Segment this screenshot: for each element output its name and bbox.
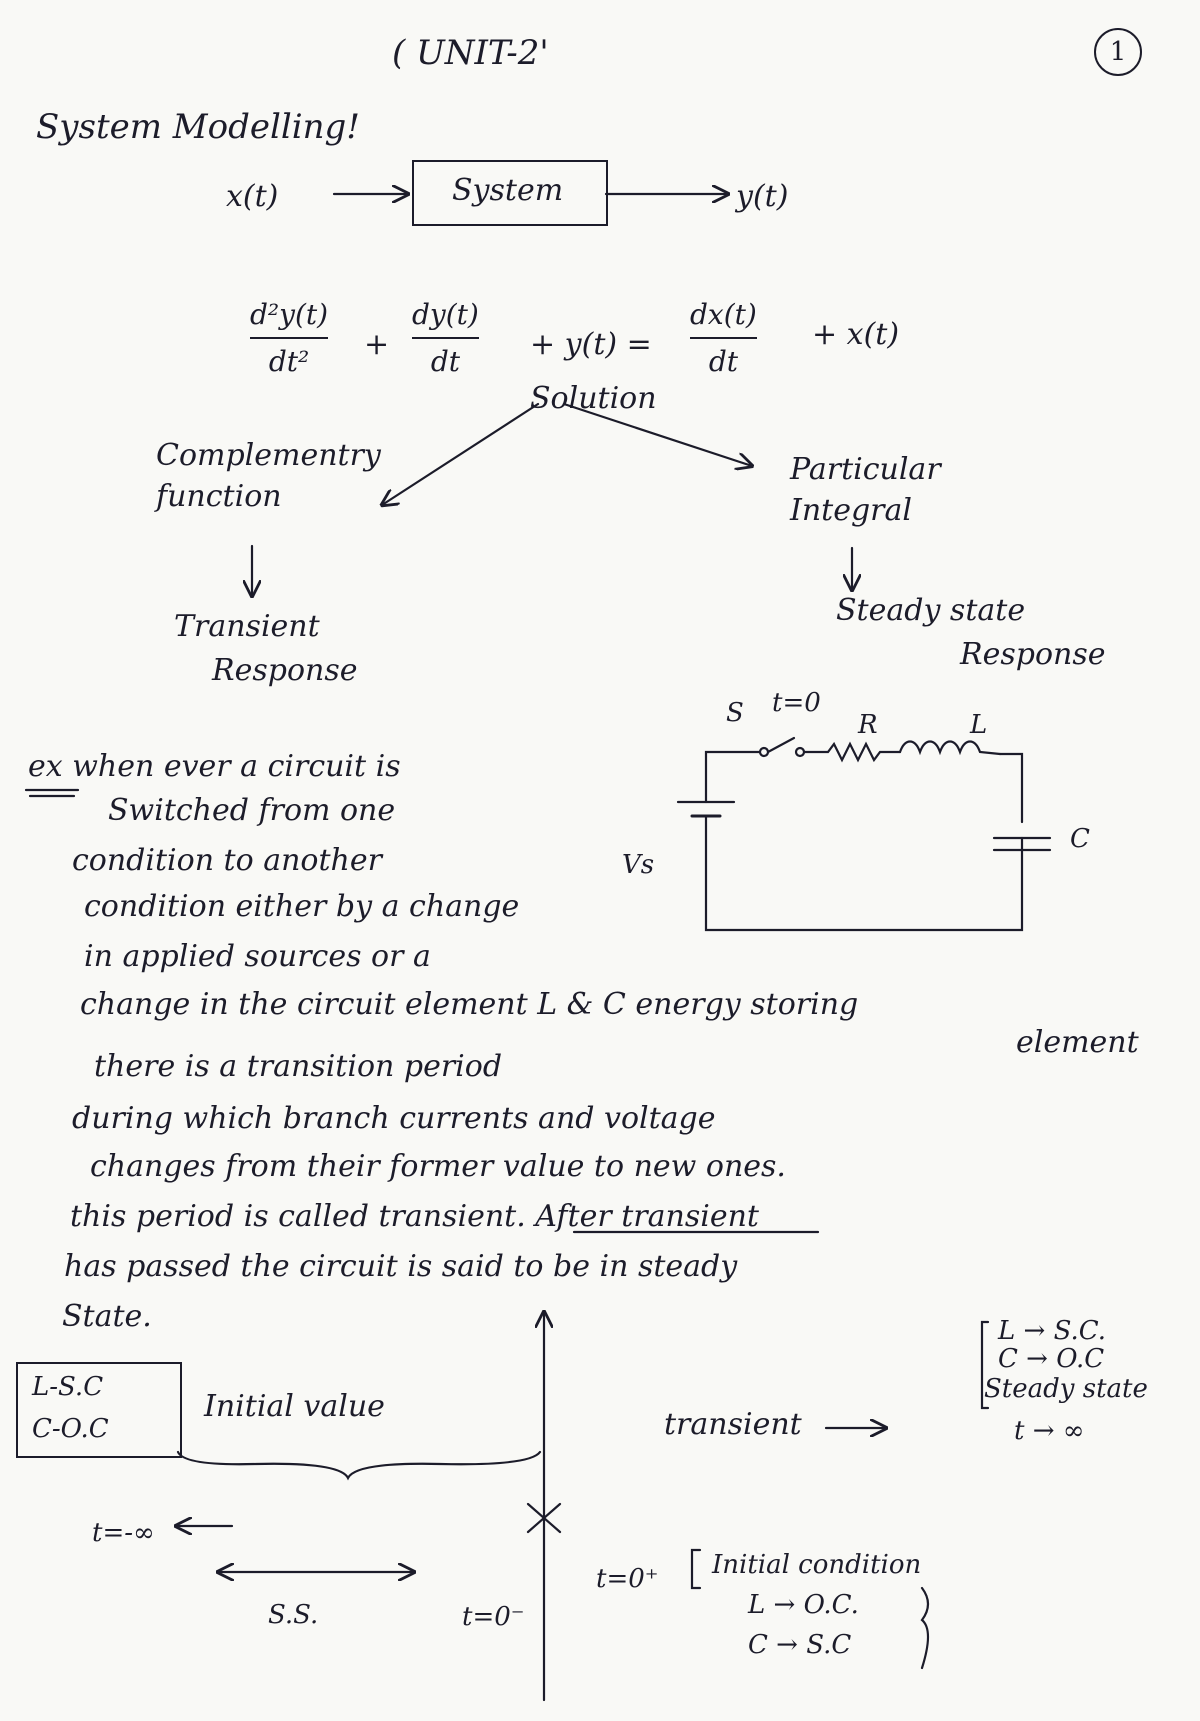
frac-denominator: dt²: [268, 345, 310, 378]
inductor-label: L: [970, 710, 988, 740]
paragraph-note: element: [1016, 1025, 1139, 1060]
frac-denominator: dt: [708, 345, 738, 378]
paragraph-line: State.: [62, 1299, 152, 1334]
rlc-circuit: [678, 738, 1050, 930]
page-number: 1: [1094, 28, 1142, 76]
paragraph-line: change in the circuit element L & C energy storing: [80, 987, 859, 1022]
paragraph-line: condition either by a change: [84, 889, 520, 924]
transient-axis-label: transient: [664, 1407, 802, 1442]
resistor-label: R: [858, 710, 878, 740]
section-heading: System Modelling!: [36, 107, 360, 147]
system-label: System: [452, 173, 564, 208]
initial-condition-title: Initial condition: [712, 1550, 922, 1580]
t-zero-plus: t=0⁺: [596, 1564, 659, 1594]
paragraph-line: ex when ever a circuit is: [28, 749, 401, 784]
page-title: ( UNIT-2': [392, 33, 549, 73]
boxed-note-line1: L-S.C: [32, 1372, 104, 1402]
transient-response-line1: Transient: [174, 609, 320, 644]
paragraph-line: in applied sources or a: [84, 939, 431, 974]
t-minus-infinity: t=-∞: [92, 1518, 155, 1548]
paragraph-line: changes from their former value to new ones.: [90, 1149, 786, 1184]
plus-sign: +: [364, 327, 390, 362]
initial-condition-inductor: L → O.C.: [748, 1590, 859, 1620]
t-zero-minus: t=0⁻: [462, 1602, 525, 1632]
transient-response-line2: Response: [212, 653, 358, 688]
frac-numerator: dx(t): [690, 298, 757, 331]
paragraph-line: condition to another: [72, 843, 382, 878]
steady-state-line2: Response: [960, 637, 1106, 672]
paragraph-line: there is a transition period: [94, 1049, 503, 1084]
paragraph-line: during which branch currents and voltage: [72, 1101, 716, 1136]
paragraph-line: has passed the circuit is said to be in steady: [64, 1249, 738, 1284]
t-infinity: t → ∞: [1014, 1416, 1085, 1446]
switch-time-label: t=0: [772, 688, 821, 718]
paragraph-line: this period is called transient. After transient: [70, 1199, 759, 1234]
steady-note-line3: Steady state: [984, 1374, 1148, 1404]
boxed-note-line2: C-O.C: [32, 1414, 109, 1444]
particular-integral: Particular Integral: [790, 452, 941, 528]
branch-right-arrow: [564, 404, 752, 466]
equation-tail: + x(t): [812, 317, 900, 352]
frac-numerator: dy(t): [412, 298, 479, 331]
output-signal: y(t): [736, 179, 789, 214]
initial-condition-capacitor: C → S.C: [748, 1630, 852, 1660]
steady-state-line1: Steady state: [836, 593, 1026, 628]
branch-left-arrow: [382, 404, 538, 505]
steady-note-line1: L → S.C.: [998, 1316, 1106, 1346]
complementary-function: Complementry function: [156, 438, 381, 514]
frac-denominator: dt: [430, 345, 461, 378]
source-label: Vs: [622, 850, 655, 880]
equation-middle: + y(t) =: [530, 327, 652, 362]
paragraph-line: Switched from one: [108, 793, 396, 828]
frac-numerator: d²y(t): [250, 298, 329, 331]
steady-state-left-label: S.S.: [268, 1600, 319, 1630]
steady-note-line2: C → O.C: [998, 1344, 1105, 1374]
initial-value-label: Initial value: [204, 1389, 385, 1424]
switch-label: S: [726, 698, 744, 728]
input-signal: x(t): [226, 179, 279, 214]
capacitor-label: C: [1070, 824, 1090, 854]
solution-label: Solution: [530, 381, 657, 416]
